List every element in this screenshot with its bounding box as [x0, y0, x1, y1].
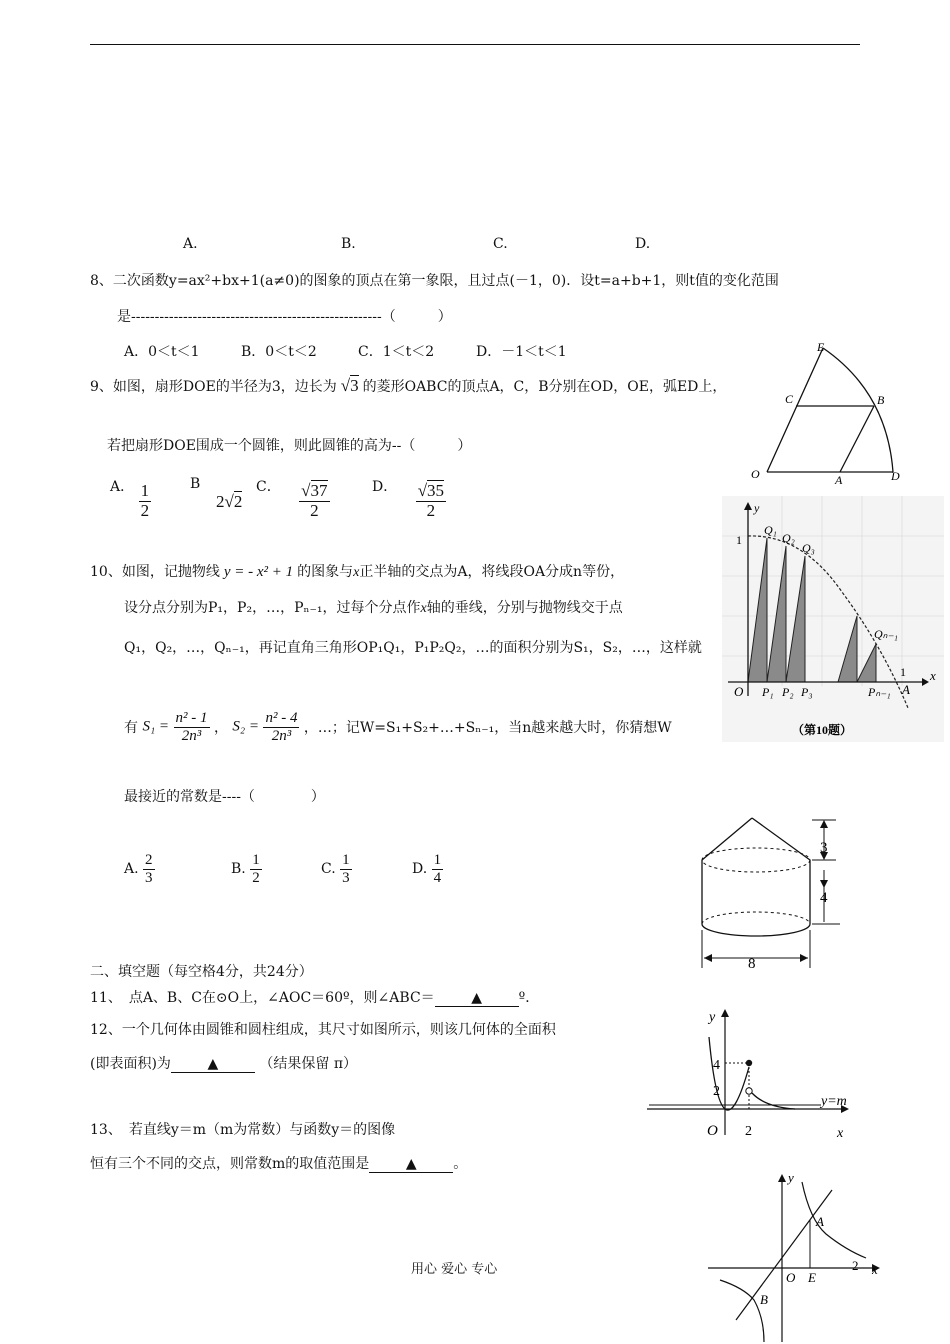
- sector-radius-oe: [767, 348, 823, 472]
- q10-line-5: 最接近的常数是----（ ）: [124, 789, 325, 805]
- q8-stem: 8、二次函数y=ax²+bx+1(a≠0)的图象的顶点在第一象限，且过点(－1，0)．设t=a+b+1，则t值的变化范围: [90, 273, 779, 289]
- fig10-q2: Q₂: [782, 531, 795, 545]
- q13-line-2: [90, 1153, 467, 1173]
- q9-option-a-label: A．: [110, 479, 135, 495]
- q10-stem: [90, 561, 624, 581]
- rhombus-ab: [840, 406, 874, 472]
- cylinder-bottom-front: [702, 924, 810, 936]
- triangle-op1q1: [748, 538, 767, 682]
- fig10-p1: P₁: [762, 685, 774, 699]
- q7-option-b: B.: [341, 236, 356, 252]
- q9-stem-2: 若把扇形DOE围成一个圆锥，则此圆锥的高为--（ ）: [107, 438, 472, 454]
- q10-xaxis-2: x: [420, 601, 427, 616]
- q12-c: （结果保留 π）: [259, 1056, 358, 1072]
- q10-option-a: A. $\frac{2}{3}$: [124, 852, 153, 886]
- q9-option-c: [256, 476, 330, 520]
- q10-stem-c: 正半轴的交点为A，将线段OA分成n等份，: [359, 564, 625, 580]
- fig10-caption: （第10题）: [792, 723, 853, 737]
- dim-label-8: 8: [748, 956, 756, 972]
- last-hyperbola-1: [802, 1182, 866, 1258]
- q10-option-c: C. $\frac{1}{3}$: [321, 852, 350, 886]
- q9-option-c-frac: $\frac{√37}{2}$: [301, 481, 328, 520]
- q11: [90, 987, 539, 1007]
- footer: 用心 爱心 专心: [411, 1262, 498, 1277]
- q13-answer-blank[interactable]: ▲: [369, 1156, 453, 1173]
- q11-stem: 11、 点A、B、C在⊙O上，∠AOC＝60º，则∠ABC＝: [90, 990, 435, 1006]
- q11-tail: º．: [518, 990, 540, 1006]
- last-two: 2: [852, 1258, 859, 1273]
- q10-xaxis: x: [353, 565, 360, 580]
- q9-stem-a: 9、如图，扇形DOE的半径为3，边长为: [90, 379, 337, 395]
- q8-stem-2: 是-----------------------------------------------------（ ）: [117, 309, 452, 325]
- q12-figure: [692, 812, 852, 974]
- fig10-p2: P₂: [782, 685, 794, 699]
- x-axis-arrow: [922, 678, 929, 686]
- q9-option-b: [190, 476, 242, 512]
- q10-s1-lhs: S₁ =: [142, 718, 170, 735]
- label-e: E: [817, 340, 825, 354]
- q9-stem-b: 的菱形OABC的顶点A，C，B分别在OD，OE，弧ED上，: [362, 379, 727, 395]
- q7-option-c: C.: [493, 236, 508, 252]
- label-a: A: [835, 473, 843, 486]
- q10-option-d: D. $\frac{1}{4}$: [412, 852, 442, 886]
- q10-line-4: 有 S₁ = $\frac{\text{n² - 1}}{\text{2n³}}$ ， S₂ = $\frac{\text{n² - 4}}{\text{2n³}}$ ，…；记W=S₁+S₂+…+Sₙ₋₁，当n越来越大时，你猜想W: [124, 710, 672, 744]
- q10-line-2: [124, 597, 623, 617]
- fig10-one-y: 1: [736, 533, 742, 547]
- fig10-a: A: [902, 682, 910, 697]
- q8-option-d: D．－1＜t＜1: [476, 344, 567, 360]
- triangle-p1p2q2: [767, 546, 786, 682]
- q10-figure: [722, 496, 944, 742]
- q13-stem: 13、 若直线y＝m（m为常数）与函数y＝的图像: [90, 1122, 396, 1138]
- last-figure: [706, 1170, 896, 1344]
- triangle-p2p3q3: [786, 556, 805, 682]
- fig13-four: 4: [713, 1058, 720, 1073]
- sector-arc: [823, 348, 893, 472]
- q7-option-d: D.: [635, 236, 651, 252]
- q12-answer-blank[interactable]: ▲: [171, 1056, 255, 1073]
- q13-c: 。: [453, 1156, 468, 1172]
- fig13-solid-dot: [746, 1060, 752, 1066]
- fig13-o: O: [707, 1123, 718, 1139]
- fig10-o: O: [734, 684, 744, 699]
- last-b: B: [760, 1292, 768, 1307]
- fig10-q3: Q₃: [802, 541, 815, 555]
- header-rule: [90, 44, 860, 45]
- q13-figure: [645, 1005, 855, 1145]
- fig13-x: x: [837, 1126, 844, 1141]
- q10-s2-frac: $\frac{\text{n² - 4}}{\text{2n³}}$: [265, 710, 298, 744]
- y-axis-arrow: [744, 502, 752, 510]
- section-2-title: 二、填空题（每空格4分，共24分）: [90, 964, 313, 980]
- triangle-n-2: [838, 616, 857, 682]
- q8-option-b: B．0＜t＜2: [241, 344, 317, 360]
- q10-line-4b: ，…；记W=S₁+S₂+…+Sₙ₋₁，当n越来越大时，你猜想W: [303, 720, 672, 736]
- q9-option-b-label: B: [190, 476, 201, 492]
- triangle-n-1: [857, 644, 876, 682]
- fig13-y: y: [709, 1010, 716, 1025]
- last-e: E: [808, 1270, 816, 1285]
- q10-s2-lhs: S₂ =: [232, 718, 259, 735]
- fig10-p3: P₃: [801, 685, 813, 699]
- label-b: B: [877, 393, 885, 407]
- q9-option-d: [372, 476, 446, 520]
- fig13-parabola: [709, 1037, 749, 1110]
- q9-figure: [745, 338, 915, 486]
- q10-option-b: B. $\frac{1}{2}$: [231, 852, 260, 886]
- q10-func: y = - x² + 1: [223, 564, 294, 580]
- last-x: x: [872, 1262, 878, 1277]
- q10-stem-b: 的图象与: [297, 564, 354, 580]
- q9-option-d-frac: $\frac{√35}{2}$: [417, 481, 445, 520]
- fig10-qn: Qₙ₋₁: [874, 627, 898, 641]
- cylinder-top-back: [702, 848, 810, 872]
- q10-s1-frac: $\frac{\text{n² - 1}}{\text{2n³}}$: [175, 710, 208, 744]
- fig13-open-dot: [746, 1088, 752, 1094]
- q12-b: (即表面积)为: [90, 1056, 171, 1072]
- dim-label-3: 3: [820, 840, 828, 856]
- fig10-x: x: [930, 668, 936, 683]
- q11-answer-blank[interactable]: ▲: [435, 990, 519, 1007]
- fig13-two: 2: [713, 1084, 720, 1099]
- q10-line-3: Q₁，Q₂，…，Qₙ₋₁，再记直角三角形OP₁Q₁，P₁P₂Q₂，…的面积分别为S₁，S₂，…，这样就: [124, 640, 702, 656]
- q7-option-a: A.: [183, 236, 198, 252]
- fig10-one-x: 1: [900, 665, 906, 679]
- q8-option-c: C．1＜t＜2: [358, 344, 435, 360]
- q9-option-c-label: C．: [256, 479, 281, 495]
- fig13-decay-curve: [752, 1093, 795, 1109]
- q12-stem: 12、一个几何体由圆锥和圆柱组成，其尺寸如图所示，则该几何体的全面积: [90, 1022, 556, 1038]
- q9-option-d-label: D．: [372, 479, 398, 495]
- q8-option-a: A．0＜t＜1: [124, 344, 200, 360]
- cone-left: [702, 818, 752, 860]
- q10-stem-a: 10、如图，记抛物线: [90, 564, 220, 580]
- q13-b: 恒有三个不同的交点，则常数m的取值范围是: [90, 1156, 370, 1172]
- last-line: [736, 1190, 832, 1320]
- q9-option-b-expr: 2√2: [216, 492, 243, 511]
- label-o: O: [751, 467, 760, 481]
- fig13-ym: y=m: [821, 1094, 847, 1109]
- fig10-y: y: [754, 501, 760, 515]
- last-y: y: [788, 1170, 794, 1185]
- cylinder-bottom-back: [702, 912, 810, 924]
- label-d: D: [891, 469, 900, 483]
- q9-sqrt3: √3: [340, 376, 359, 395]
- q9-option-a: [110, 476, 151, 520]
- fig13-two-x: 2: [745, 1124, 752, 1139]
- last-a: A: [816, 1214, 824, 1229]
- q9-option-a-frac: $\frac{1}{2}$: [140, 481, 150, 520]
- q9-stem: [90, 376, 726, 396]
- label-c: C: [785, 392, 794, 406]
- q10-line-2b: 轴的垂线，分别与抛物线交于点: [426, 600, 623, 616]
- dim-label-4: 4: [820, 890, 828, 906]
- q10-line-4a: 有: [124, 720, 138, 736]
- fig10-q1: Q₁: [764, 523, 777, 537]
- fig10-pn: Pₙ₋₁: [868, 685, 891, 699]
- q12-line-2: [90, 1053, 357, 1073]
- q10-line-2a: 设分点分别为P₁，P₂，…，Pₙ₋₁，过每个分点作: [124, 600, 421, 616]
- last-o: O: [786, 1270, 796, 1285]
